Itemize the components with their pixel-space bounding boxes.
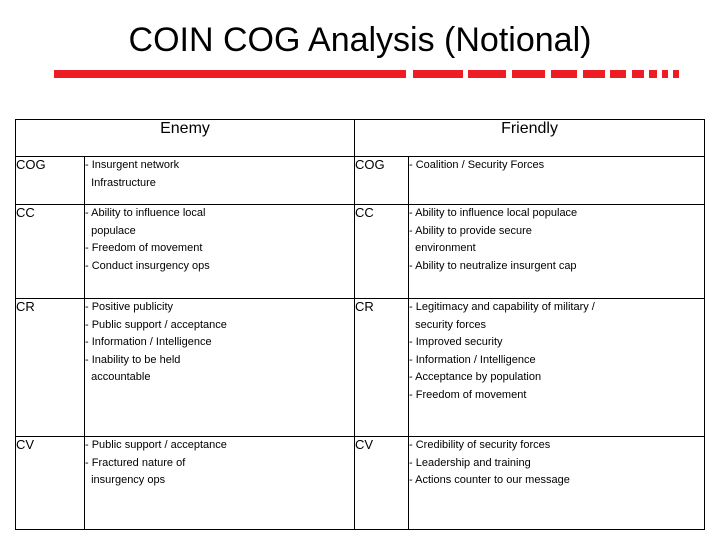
underline-segment — [413, 70, 463, 78]
list-item: - Positive publicity — [85, 301, 174, 313]
underline-segment — [649, 70, 657, 78]
underline-segment — [632, 70, 644, 78]
title-underline-decoration — [54, 70, 680, 78]
enemy-row-label: CR — [16, 299, 85, 437]
friendly-row-label: CV — [355, 437, 409, 530]
enemy-row-label: CC — [16, 205, 85, 299]
underline-segment — [583, 70, 605, 78]
list-item: - Ability to neutralize insurgent cap — [409, 259, 577, 272]
list-item: - Ability to provide secure environment — [409, 224, 532, 254]
friendly-row-items — [409, 437, 705, 530]
page-title: COIN COG Analysis (Notional) — [128, 21, 592, 59]
enemy-row-items — [85, 157, 355, 205]
list-item: - Information / Intelligence — [409, 353, 536, 366]
list-item: - Improved security — [409, 336, 503, 348]
enemy-row-label: CV — [16, 437, 85, 530]
enemy-row-label: COG — [16, 157, 85, 205]
friendly-row-items — [409, 299, 705, 437]
list-item: - Conduct insurgency ops — [85, 259, 210, 272]
underline-segment — [610, 70, 626, 78]
table-row — [16, 299, 705, 437]
underline-segment — [468, 70, 506, 78]
list-item: - Information / Intelligence — [85, 336, 212, 348]
list-item: - Ability to influence local populace — [85, 207, 206, 237]
list-item: - Insurgent network Infrastructure — [85, 159, 180, 189]
table-row — [16, 205, 705, 299]
friendly-row-items — [409, 205, 705, 299]
underline-segment — [662, 70, 668, 78]
list-item: - Leadership and training — [409, 456, 531, 469]
table-header-row — [16, 120, 705, 157]
list-item: - Acceptance by population — [409, 371, 542, 383]
list-item: - Ability to influence local populace — [409, 207, 578, 219]
friendly-header: Friendly — [355, 120, 705, 157]
enemy-header: Enemy — [16, 120, 355, 157]
list-item: - Actions counter to our message — [409, 474, 570, 486]
list-item: - Coalition / Security Forces — [409, 159, 545, 171]
list-item: - Freedom of movement — [409, 388, 527, 401]
friendly-row-label: COG — [355, 157, 409, 205]
list-item: - Legitimacy and capability of military / security forces — [409, 301, 595, 331]
list-item: - Inability to be held accountable — [85, 353, 181, 383]
enemy-row-items — [85, 205, 355, 299]
underline-segment — [551, 70, 577, 78]
table-row — [16, 437, 705, 530]
enemy-row-items — [85, 437, 355, 530]
friendly-row-label: CR — [355, 299, 409, 437]
friendly-row-items — [409, 157, 705, 205]
enemy-row-items — [85, 299, 355, 437]
cog-analysis-table — [15, 119, 705, 530]
list-item: - Credibility of security forces — [409, 439, 551, 451]
underline-segment — [673, 70, 679, 78]
list-item: - Public support / acceptance — [85, 439, 227, 451]
friendly-row-label: CC — [355, 205, 409, 299]
underline-segment — [512, 70, 545, 78]
list-item: - Freedom of movement — [85, 242, 203, 254]
list-item: - Fractured nature of insurgency ops — [85, 456, 186, 486]
underline-segment — [54, 70, 406, 78]
table-row — [16, 157, 705, 205]
list-item: - Public support / acceptance — [85, 318, 227, 331]
